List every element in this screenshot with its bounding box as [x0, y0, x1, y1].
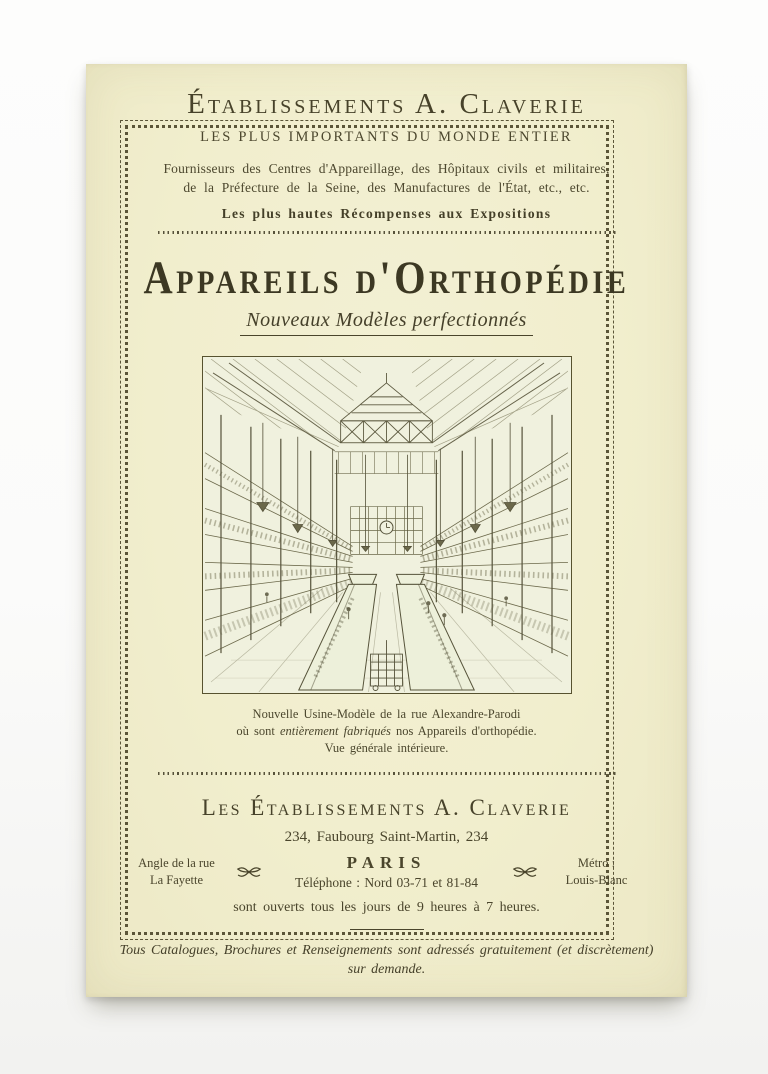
contact-info-row: [96, 853, 677, 891]
caption-line-3: Vue générale intérieure.: [324, 741, 449, 756]
caption-line-2: où sont entièrement fabriqués nos Appareils d'orthopédie.: [236, 724, 537, 739]
header-company-name: Établissements A. Claverie: [187, 88, 586, 120]
dotted-rule-top: [158, 231, 616, 234]
divider-rule: [350, 929, 424, 930]
suppliers-line-1: Fournisseurs des Centres d'Appareillage, des Hôpitaux civils et militaires,: [163, 161, 610, 176]
corner-note: Angle de la rue La Fayette: [138, 856, 215, 888]
engraving-caption: [96, 706, 677, 757]
advertisement-card: [86, 64, 687, 997]
subtitle: Nouveaux Modèles perfectionnés: [240, 309, 532, 336]
suppliers-line-2: de la Préfecture de la Seine, des Manufactures de l'État, etc., etc.: [183, 180, 590, 195]
fleuron-icon: [512, 865, 538, 879]
phone-number: Téléphone : Nord 03-71 et 81-84: [294, 875, 479, 891]
suppliers-text: [96, 159, 677, 197]
caption-line-1: Nouvelle Usine-Modèle de la rue Alexandre-Parodi: [252, 707, 521, 722]
catalogue-notice: Tous Catalogues, Brochures et Renseignements sont adressés gratuitement (et discrètement) sur demande.: [119, 943, 654, 978]
street-address: 234, Faubourg Saint-Martin, 234: [284, 829, 489, 846]
page-content: [96, 64, 677, 997]
footer-company-name: Les Établissements A. Claverie: [201, 795, 572, 821]
fleuron-icon: [236, 865, 262, 879]
main-title: Appareils d'Orthopédie: [143, 252, 630, 304]
opening-hours: sont ouverts tous les jours de 9 heures à 7 heures.: [233, 900, 540, 916]
factory-engraving-illustration: [203, 357, 570, 692]
header-tagline: LES PLUS IMPORTANTS DU MONDE ENTIER: [200, 129, 573, 145]
factory-engraving-frame: [202, 356, 572, 694]
awards-line: Les plus hautes Récompenses aux Expositions: [221, 206, 552, 221]
city-phone-block: [262, 853, 512, 891]
metro-note: Métro : Louis-Blanc: [565, 856, 628, 888]
city-name: PARIS: [346, 853, 427, 873]
dotted-rule-bottom: [158, 772, 616, 775]
